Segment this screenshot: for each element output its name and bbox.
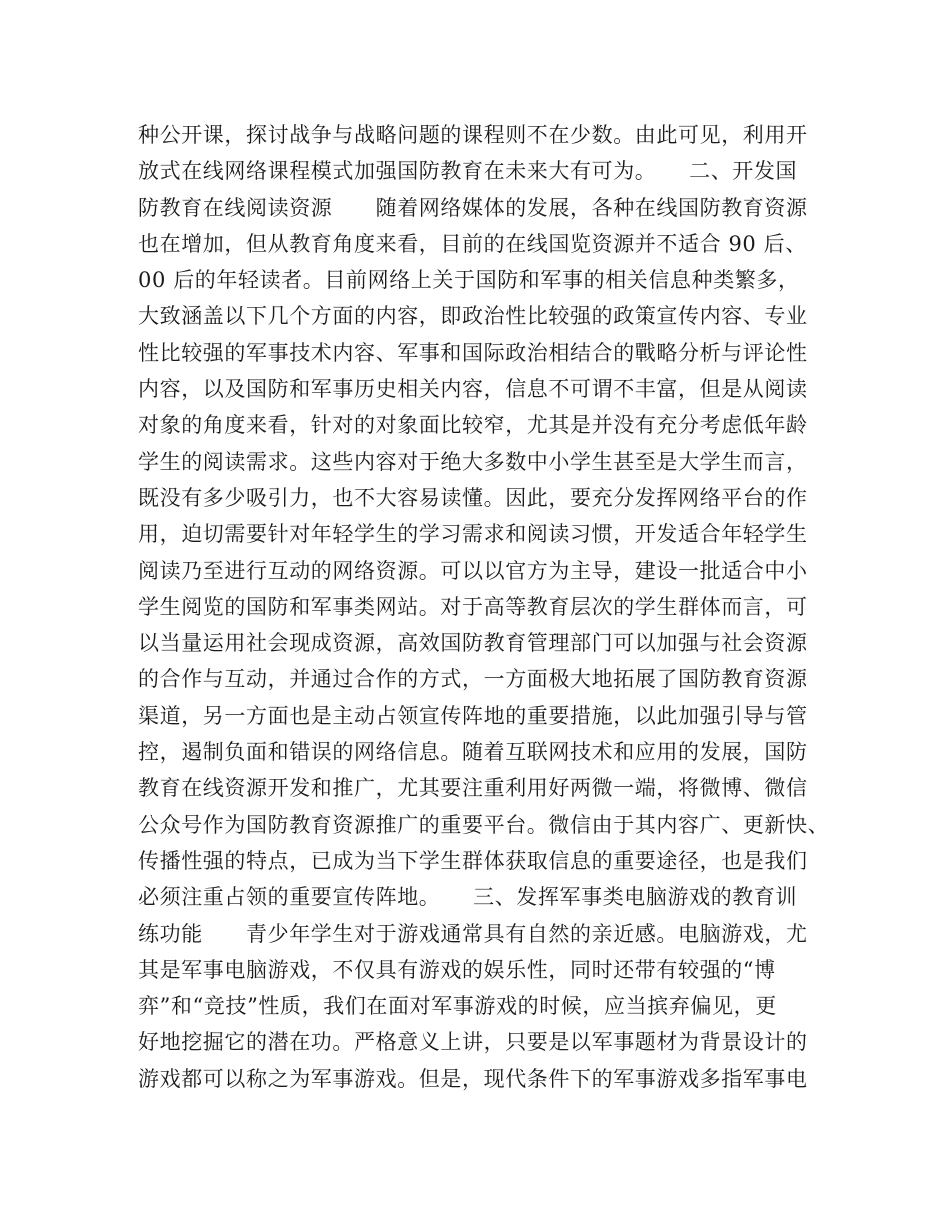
body-text: [138, 117, 838, 1097]
text-line: 传播性强的特点，已成为当下学生群体获取信息的重要途径，也是我们: [138, 848, 808, 873]
text-line: 放式在线网络课程模式加强国防教育在未来大有可为。 二、开发国: [138, 159, 798, 184]
text-line: 大致涵盖以下几个方面的内容，即政治性比较强的政策宣传内容、专业: [138, 304, 808, 329]
text-line: 其是军事电脑游戏，不仅具有游戏的娱乐性，同时还带有较强的“博: [138, 957, 776, 982]
text-line: 练功能 青少年学生对于游戏通常具有自然的亲近感。电脑游戏，尤: [138, 921, 808, 946]
text-line: 游戏都可以称之为军事游戏。但是，现代条件下的军事游戏多指军事电: [138, 1066, 808, 1091]
text-line: 既没有多少吸引力，也不大容易读懂。因此，要充分发挥网络平台的作: [138, 485, 808, 510]
text-line: 00 后的年轻读者。目前网络上关于国防和军事的相关信息种类繁多，: [138, 268, 800, 293]
text-line: 学生阅览的国防和军事类网站。对于高等教育层次的学生群体而言，可: [138, 594, 808, 619]
text-line: 防教育在线阅读资源 随着网络媒体的发展，各种在线国防教育资源: [138, 195, 808, 220]
text-line: 必须注重占领的重要宣传阵地。 三、发挥军事类电脑游戏的教育训: [138, 885, 798, 910]
text-line: 以当量运用社会现成资源，高效国防教育管理部门可以加强与社会资源: [138, 631, 808, 656]
text-line: 种公开课，探讨战争与战略问题的课程则不在少数。由此可见，利用开: [138, 123, 808, 147]
text-line: 弈”和“竞技”性质，我们在面对军事游戏的时候，应当摈弃偏见，更: [138, 994, 777, 1019]
text-line: 教育在线资源开发和推广，尤其要注重利用好两微一端，将微博、微信: [138, 776, 808, 801]
text-line: 也在增加，但从教育角度来看，目前的在线国览资源并不适合 90 后、: [138, 231, 807, 256]
text-line: 性比较强的军事技术内容、军事和国际政治相结合的戰略分析与评论性: [138, 340, 808, 365]
text-line: 的合作与互动，并通过合作的方式，一方面极大地拓展了国防教育资源: [138, 667, 808, 692]
text-line: 阅读乃至进行互动的网络资源。可以以官方为主导，建设一批适合中小: [138, 558, 808, 583]
text-line: 控，遏制负面和错误的网络信息。随着互联网技术和应用的发展，国防: [138, 740, 808, 765]
text-line: 用，迫切需要针对年轻学生的学习需求和阅读习惯，开发适合年轻学生: [138, 522, 808, 547]
text-line: 对象的角度来看，针对的对象面比较窄，尤其是并没有充分考虑低年龄: [138, 413, 808, 438]
text-line: 渠道，另一方面也是主动占领宣传阵地的重要措施，以此加强引导与管: [138, 703, 808, 728]
text-line: 公众号作为国防教育资源推广的重要平台。微信由于其内容广、更新快、: [138, 812, 830, 837]
text-line: 内容，以及国防和军事历史相关内容，信息不可谓不丰富，但是从阅读: [138, 377, 808, 402]
text-line: 学生的阅读需求。这些内容对于绝大多数中小学生甚至是大学生而言，: [138, 449, 808, 474]
text-line: 好地挖掘它的潜在功。严格意义上讲，只要是以军事题材为背景设计的: [138, 1030, 808, 1055]
